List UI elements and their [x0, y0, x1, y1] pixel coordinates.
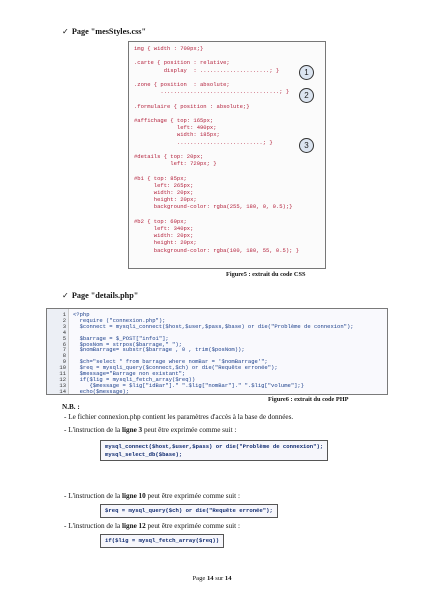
- code-line-12-alternative: if($lig = mysql_fetch_array($req)): [100, 534, 224, 548]
- check-icon: ✓: [62, 27, 69, 36]
- line-number: 8: [62, 352, 66, 360]
- line-number: 11: [59, 370, 66, 377]
- php-code-line: <?php: [73, 311, 90, 318]
- nb-line-2-suffix: peut être exprimée comme suit :: [142, 426, 237, 434]
- nb-line-3-suffix: peut être exprimée comme suit :: [145, 492, 240, 500]
- css-code-line: img { width : 700px;}: [134, 45, 204, 52]
- css-code-line: [134, 95, 299, 102]
- css-code-line: left: 265px;: [134, 181, 194, 189]
- page-footer: [0, 575, 424, 582]
- css-code: [134, 45, 299, 254]
- css-code-line: ..........................; }: [134, 138, 273, 146]
- css-code-line: ....................................; }: [134, 88, 290, 96]
- line-number: 4: [62, 328, 66, 336]
- line-number: 6: [62, 340, 66, 348]
- marker-2: 2: [299, 88, 314, 103]
- footer-middle: sur: [213, 575, 225, 582]
- css-code-line: width: 20px;: [134, 189, 194, 197]
- line-number: 2: [62, 316, 66, 324]
- nb-line-4-prefix: - L'instruction de la: [64, 522, 122, 530]
- line-number: 14: [59, 387, 66, 395]
- css-code-line: [134, 74, 299, 81]
- footer-prefix: Page: [192, 575, 207, 582]
- line-number: 3: [62, 322, 66, 330]
- nb-line-4-bold: ligne 12: [121, 522, 146, 530]
- php-code-line: $barrage = $_POST["info1"];: [73, 334, 169, 342]
- footer-total-pages: 14: [224, 575, 232, 582]
- line-number: 5: [62, 334, 66, 342]
- nb-title: N.B. :: [62, 403, 80, 411]
- line-number: 1: [62, 311, 66, 318]
- line-number: 9: [62, 358, 66, 366]
- nb-line-2: [64, 426, 236, 434]
- marker-3: 3: [299, 138, 314, 153]
- footer-page-number: 14: [206, 575, 214, 582]
- php-code-line: $req = mysqli_query($connect,$ch) or die("Requête erronée");: [73, 364, 278, 372]
- line-number: 12: [59, 375, 66, 383]
- line-number: 13: [59, 381, 66, 389]
- css-code-line: [134, 110, 299, 117]
- css-code-line: [134, 146, 299, 153]
- section-title: Page "details.php": [71, 291, 139, 300]
- css-code-line: display : .....................; }: [134, 66, 280, 74]
- code-line-3-alternative: mysql_connect($host,$user,$pass) or die("Problème de connexion"); mysql_select_db($base);: [100, 440, 328, 461]
- css-code-box: [128, 41, 326, 269]
- css-code-line: #details { top: 20px;: [134, 153, 204, 161]
- css-code-line: #b1 { top: 85px;: [134, 174, 187, 182]
- css-code-line: #affichage { top: 165px;: [134, 117, 214, 125]
- check-icon: ✓: [62, 291, 69, 300]
- marker-1: 1: [299, 65, 314, 80]
- css-code-line: width: 20px;: [134, 232, 194, 240]
- section-heading-php: [62, 290, 138, 300]
- line-number: 7: [62, 346, 66, 354]
- nb-line-2-bold: ligne 3: [121, 426, 143, 434]
- css-code-line: .zone { position : absolute;: [134, 81, 230, 89]
- css-code-line: [134, 52, 299, 59]
- nb-line-4: [64, 522, 240, 530]
- php-code-line: require ("connexion.php");: [73, 316, 166, 324]
- php-code-line: $posNom = strpos($barrage," ");: [73, 340, 182, 348]
- php-code-line: $nomBarrage= substr($barrage , 0 , trim($posNom));: [73, 346, 245, 354]
- css-code-line: [134, 211, 299, 218]
- php-code-line: $connect = mysqli_connect($host,$user,$pass,$base) or die("Problème de connexion");: [73, 322, 354, 330]
- css-code-line: background-color: rgba(255, 180, 0, 0.5);}: [134, 203, 293, 211]
- css-code-line: background-color: rgba(100, 180, 55, 0.5); }: [134, 246, 300, 254]
- php-code-line: $message="Barrage non existant";: [73, 370, 186, 377]
- nb-line-4-suffix: peut être exprimée comme suit :: [145, 522, 240, 530]
- figure-caption-php: Figure6 : extrait du code PHP: [268, 396, 349, 403]
- nb-line-3-bold: ligne 10: [121, 492, 146, 500]
- php-code-box: [46, 308, 388, 395]
- code-line-10-alternative: $req = mysql_query($ch) or die("Requête erronée");: [100, 504, 278, 518]
- css-code-line: height: 20px;: [134, 196, 197, 204]
- nb-line-3-prefix: - L'instruction de la: [64, 492, 122, 500]
- css-code-line: [134, 167, 299, 174]
- line-number: 10: [59, 364, 66, 372]
- css-code-line: left: 490px;: [134, 124, 217, 132]
- php-code-line: {$message = $lig["idBar"]." ".$lig["nomBar"]." ".$lig["volume"];}: [73, 381, 305, 389]
- nb-line-2-prefix: - L'instruction de la: [64, 426, 122, 434]
- nb-line-3: [64, 492, 240, 500]
- css-code-line: .formulaire { position : absolute;}: [134, 102, 250, 110]
- css-code-line: height: 20px;: [134, 239, 197, 247]
- section-heading-css: [62, 26, 146, 36]
- nb-line-1: - Le fichier connexion.php contient les paramètres d'accès à la base de données.: [64, 413, 294, 421]
- php-code-line: echo($message);: [73, 387, 130, 395]
- php-code-line: if($lig = mysqli_fetch_array($req)): [73, 375, 196, 383]
- css-code-line: left: 720px; }: [134, 160, 217, 168]
- figure-caption-css: Figure5 : extrait du code CSS: [226, 271, 306, 278]
- section-title: Page "mesStyles.css": [71, 27, 146, 36]
- css-code-line: left: 340px;: [134, 225, 194, 233]
- css-code-line: #b2 { top: 60px;: [134, 217, 187, 225]
- css-code-line: .carte { position : relative;: [134, 59, 230, 67]
- php-code-line: $ch="select * from barrage where nomBar = '$nomBarrage'";: [73, 358, 268, 366]
- css-code-line: width: 185px;: [134, 131, 220, 139]
